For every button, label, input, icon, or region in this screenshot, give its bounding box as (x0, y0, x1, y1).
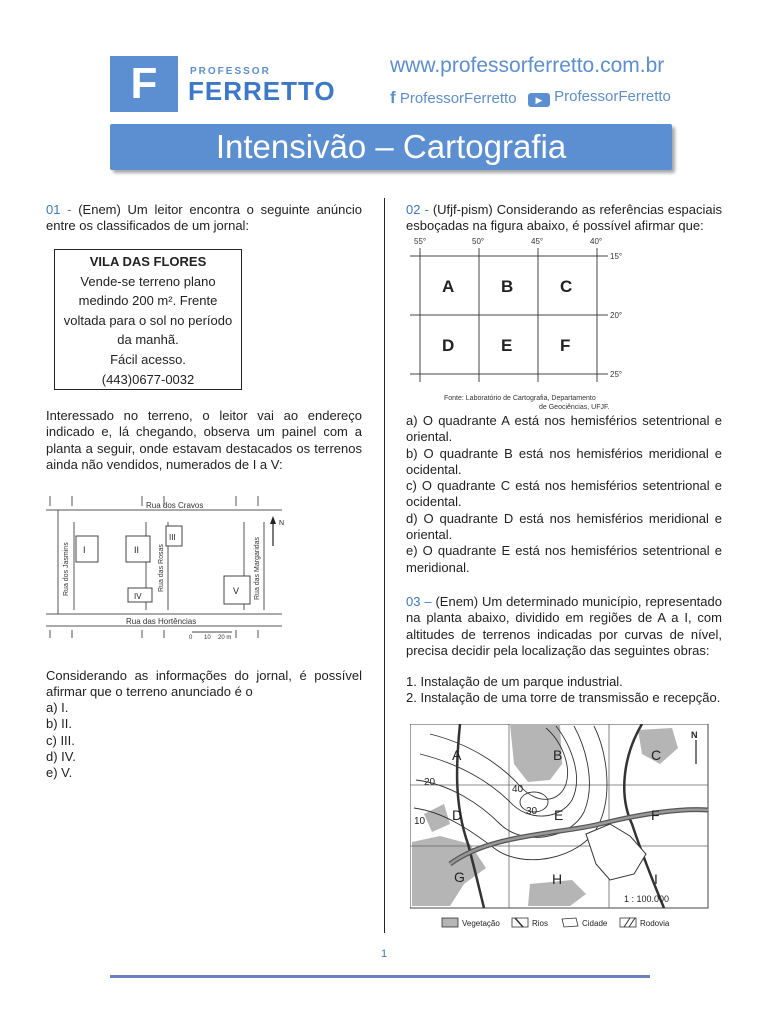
option-a[interactable]: a) O quadrante A está nos hemisférios setentrional e oriental. (406, 413, 722, 445)
option-e[interactable]: e) O quadrante E está nos hemisférios setentrional e meridional. (406, 543, 722, 575)
street-map (46, 488, 286, 640)
legend-vegetation-swatch (442, 918, 458, 927)
scale-label: 0 (189, 635, 193, 640)
option-c[interactable]: c) III. (46, 732, 75, 748)
street-label: Rua dos Cravos (146, 501, 204, 510)
latitude-label: 15° (610, 252, 623, 261)
region-label: H (552, 871, 563, 887)
latitude-label: 20° (610, 311, 623, 320)
legend-label: Cidade (582, 919, 608, 928)
region-label: A (452, 747, 462, 763)
lot-label: III (169, 533, 176, 542)
grid-cell-label: F (560, 336, 571, 355)
page-title: Intensivão – Cartografia (215, 128, 567, 165)
north-label: N (279, 520, 285, 527)
region-label: D (452, 807, 463, 823)
lot-label: I (83, 545, 86, 555)
legend-city-swatch (562, 918, 578, 927)
q3-intro: 03 – (Enem) Um determinado município, representado na planta abaixo, dividido em regiões de A a I, com altitudes de terrenos indicadas por curvas de nível, precisa decidir pela localização das seguintes obras: (406, 594, 722, 658)
q1-text: Interessado no terreno, o leitor vai ao endereço indicado e, lá chegando, observa um painel com a planta a seguir, onde estavam destacados os terrenos ainda não vendidos, numerados de I a V: (46, 408, 362, 472)
longitude-label: 45° (531, 237, 544, 246)
region-label: B (553, 747, 563, 763)
option-c[interactable]: c) O quadrante C está nos hemisférios setentrional e ocidental. (406, 478, 722, 510)
ad-line: voltada para o sol no período (63, 312, 233, 328)
contour-label: 10 (414, 816, 426, 827)
grid-cell-label: D (442, 336, 455, 355)
q1-question: Considerando as informações do jornal, é possível afirmar que o terreno anunciado é o (46, 668, 362, 700)
facebook-icon: f (390, 88, 396, 107)
youtube-link[interactable] (528, 88, 671, 107)
ad-line: medindo 200 m². Frente (78, 293, 218, 309)
option-b[interactable]: b) O quadrante B está nos hemisférios meridional e ocidental. (406, 445, 722, 477)
q3-item: 2. Instalação de uma torre de transmissão e recepção. (406, 690, 721, 706)
option-d[interactable]: d) O quadrante D está nos hemisférios meridional e oriental. (406, 510, 722, 543)
lot-outline (76, 536, 98, 562)
option-e[interactable]: e) V. (46, 765, 73, 781)
lot-label: II (134, 545, 140, 555)
street-label: Rua das Rosas (158, 544, 165, 592)
north-label: N (691, 730, 698, 740)
q2-number: 02 - (406, 202, 429, 217)
youtube-icon: ▶ (528, 93, 550, 107)
region-label: F (651, 807, 660, 823)
street-label: Rua das Margaridas (254, 536, 261, 600)
legend-label: Vegetação (462, 919, 500, 928)
contour-label: 20 (424, 777, 436, 788)
grid-cell-label: C (560, 277, 573, 296)
north-arrowhead-icon (270, 516, 276, 524)
q2-intro: 02 - (Ufjf-pism) Considerando as referências espaciais esboçadas na figura abaixo, é possível afirmar que: (406, 202, 722, 234)
street-label: Rua dos Jasmins (63, 542, 70, 596)
option-d[interactable]: d) IV. (46, 748, 76, 764)
youtube-label: ProfessorFerretto (554, 88, 671, 105)
q1-number: 01 - (46, 202, 72, 217)
option-a[interactable]: a) I. (46, 700, 69, 715)
ad-title: VILA DAS FLORES (89, 254, 207, 269)
q1-intro: 01 - (Enem) Um leitor encontra o seguinte anúncio entre os classificados de um jornal: (46, 202, 362, 234)
coordinate-grid (404, 234, 634, 414)
map-scale: 1 : 100.000 (624, 894, 670, 904)
ad-line: Fácil acesso. (110, 351, 186, 367)
grid-cell-label: E (501, 336, 513, 355)
scale-label: 10 (204, 635, 211, 640)
facebook-label: ProfessorFerretto (399, 90, 517, 107)
grid-source: Fonte: Laboratório de Cartografia, Departamento (444, 395, 596, 402)
street-label: Rua das Hortências (126, 617, 197, 626)
region-label: I (654, 871, 658, 887)
region-label: C (651, 747, 662, 763)
ad-line: Vende-se terreno plano (80, 273, 216, 289)
logo-ferretto: FERRETTO (188, 76, 336, 106)
grid-cell-label: B (501, 277, 514, 296)
lot-label: IV (134, 592, 142, 601)
grid-source: de Geociências, UFJF. (539, 404, 610, 411)
region-label: E (554, 807, 564, 823)
q3-item: 1. Instalação de um parque industrial. (406, 674, 623, 689)
q3-items (406, 674, 722, 707)
q2-options (406, 413, 722, 576)
q1-options (46, 700, 76, 781)
legend-label: Rodovia (640, 919, 670, 928)
longitude-label: 40° (590, 237, 603, 246)
page-number: 1 (380, 948, 388, 960)
grid-cell-label: A (442, 277, 455, 296)
longitude-label: 55° (414, 237, 427, 246)
facebook-link[interactable] (390, 88, 517, 108)
latitude-label: 25° (610, 370, 623, 379)
scale-label: 20 m (218, 635, 232, 640)
lot-label: V (233, 586, 240, 596)
q3-number: 03 – (406, 594, 432, 609)
ad-line: da manhã. (117, 332, 179, 348)
classified-ad (54, 249, 242, 390)
website-link[interactable]: www.professorferretto.com.br (390, 54, 665, 77)
footer-rule (110, 975, 650, 978)
municipality-map (410, 724, 710, 934)
contour-label: 30 (526, 806, 538, 817)
region-label: G (454, 869, 465, 885)
legend-label: Rios (532, 919, 549, 928)
contour-label: 40 (512, 784, 524, 795)
logo-professor: PROFESSOR (190, 66, 271, 77)
column-divider (384, 198, 385, 933)
logo-letter: F (130, 59, 158, 108)
longitude-label: 50° (472, 237, 485, 246)
option-b[interactable]: b) II. (46, 716, 73, 732)
ad-phone: (443)0677-0032 (101, 371, 195, 387)
